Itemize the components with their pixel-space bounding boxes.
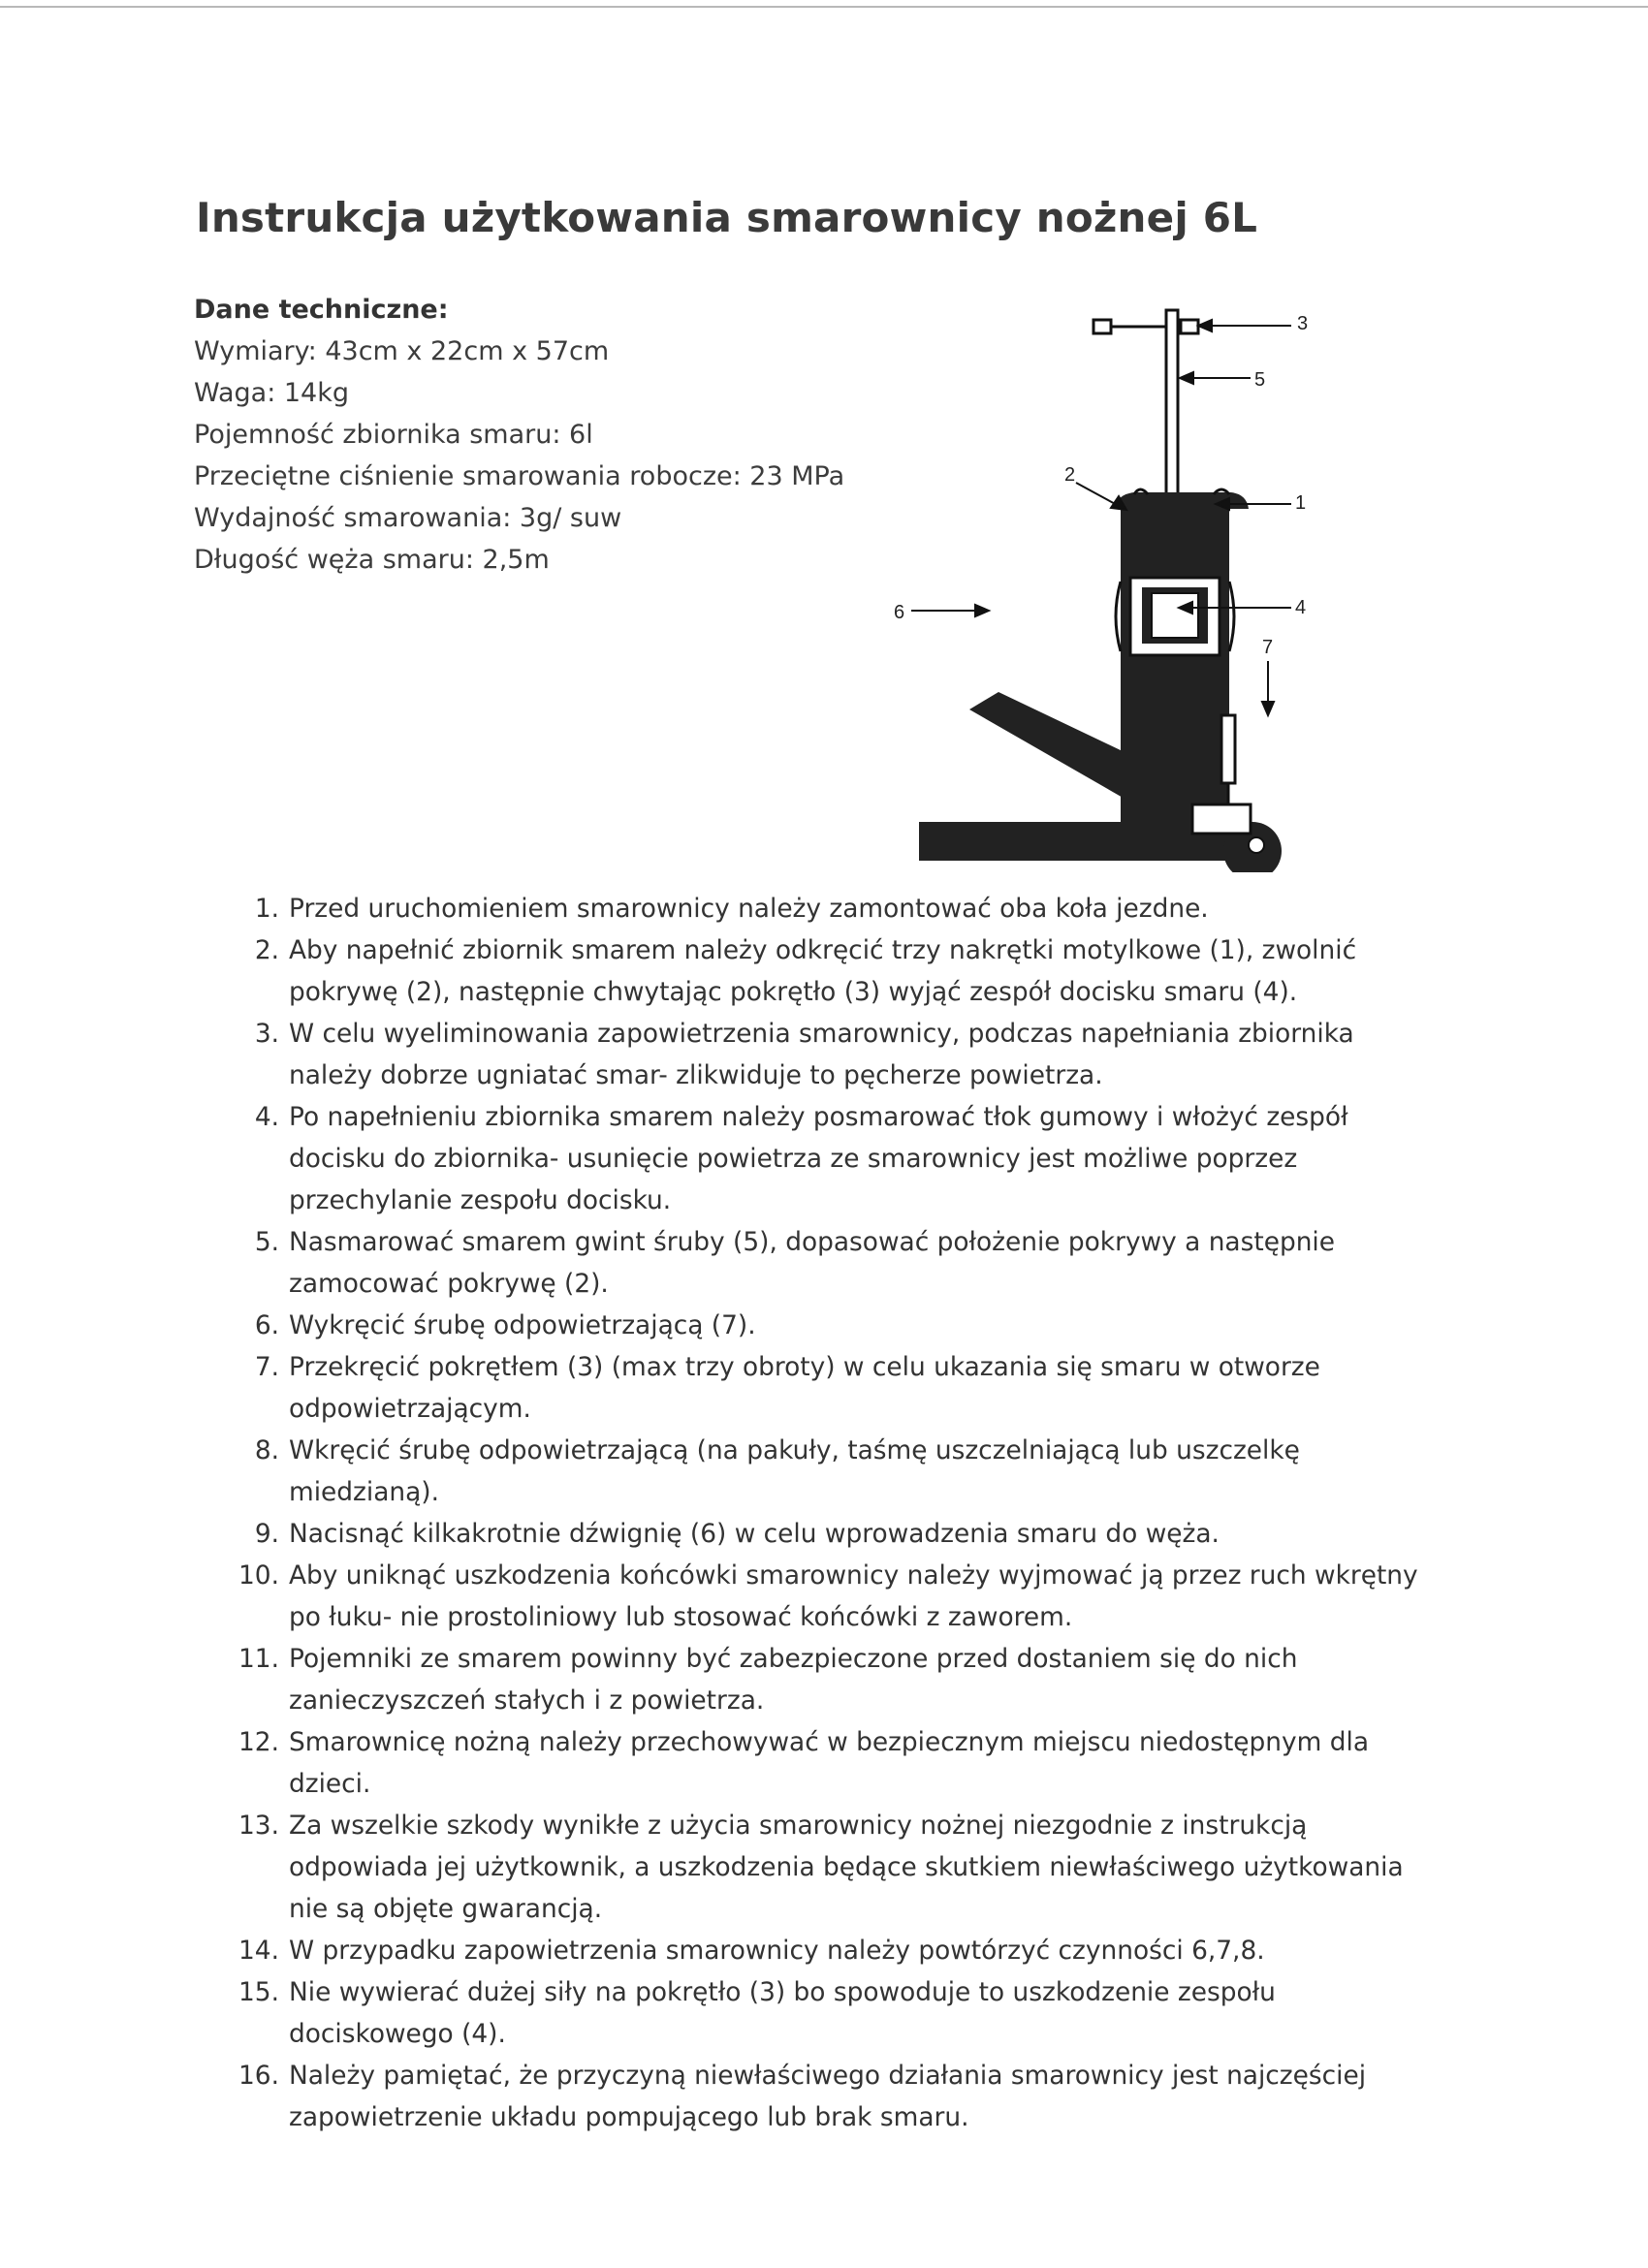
list-item	[233, 1930, 1435, 1971]
item-text: Pojemniki ze smarem powinny być zabezpieczone przed dostaniem się do nich zanieczyszczeń stałych i z powietrza.	[289, 1644, 1298, 1716]
item-number: 12.	[238, 1727, 279, 1757]
item-text: W celu wyeliminowania zapowietrzenia smarownicy, podczas napełniania zbiornika należy dobrze ugniatać smar- zlikwiduje to pęcherze powietrza.	[289, 1019, 1354, 1090]
item-number: 14.	[238, 1936, 279, 1966]
list-item	[233, 2055, 1435, 2138]
item-text: Aby napełnić zbiornik smarem należy odkręcić trzy nakrętki motylkowe (1), zwolnić pokrywę (2), następnie chwytając pokrętło (3) wyjąć zespół docisku smaru (4).	[289, 935, 1357, 1007]
tank-body	[1116, 509, 1234, 838]
list-item	[233, 1430, 1435, 1513]
item-number: 16.	[238, 2061, 279, 2091]
grease-gun-diagram	[872, 291, 1396, 872]
technical-data	[194, 289, 853, 581]
spec-output: Wydajność smarowania: 3g/ suw	[194, 503, 622, 533]
list-item	[233, 1971, 1435, 2055]
item-number: 15.	[238, 1977, 279, 2007]
spec-pressure: Przeciętne ciśnienie smarowania robocze: 23 MPa	[194, 461, 845, 491]
item-text: Przed uruchomieniem smarownicy należy zamontować oba koła jezdne.	[289, 894, 1209, 924]
item-text: Nie wywierać dużej siły na pokrętło (3) bo spowoduje to uszkodzenie zespołu dociskowego (4).	[289, 1977, 1276, 2049]
item-number: 1.	[254, 894, 279, 924]
item-number: 3.	[254, 1019, 279, 1049]
list-item	[233, 1221, 1435, 1305]
spec-hose-length: Długość węża smaru: 2,5m	[194, 545, 550, 575]
item-text: Za wszelkie szkody wynikłe z użycia smarownicy nożnej niezgodnie z instrukcją odpowiada jej użytkownik, a uszkodzenia będące skutkiem niewłaściwego użytkowania nie są objęte gwarancją.	[289, 1811, 1404, 1924]
grease-gun-drawing	[872, 291, 1396, 872]
item-number: 2.	[254, 935, 279, 965]
item-number: 8.	[254, 1435, 279, 1465]
item-text: Wykręcić śrubę odpowietrzającą (7).	[289, 1310, 756, 1340]
scan-edge-line	[0, 6, 1648, 8]
list-item	[233, 1346, 1435, 1430]
list-item	[233, 1555, 1435, 1638]
item-text: Smarownicę nożną należy przechowywać w bezpiecznym miejscu niedostępnym dla dzieci.	[289, 1727, 1369, 1799]
item-text: Należy pamiętać, że przyczyną niewłaściwego działania smarownicy jest najczęściej zapowietrzenie układu pompującego lub brak smaru.	[289, 2061, 1367, 2132]
item-number: 9.	[254, 1519, 279, 1549]
callout-6: 6	[894, 602, 905, 623]
item-text: Aby uniknąć uszkodzenia końcówki smarownicy należy wyjmować ją przez ruch wkrętny po łuku- nie prostoliniowy lub stosować końcówki z zaworem.	[289, 1560, 1418, 1632]
page-title: Instrukcja użytkowania smarownicy nożnej 6L	[196, 194, 1258, 241]
list-item	[233, 1013, 1435, 1096]
item-number: 4.	[254, 1102, 279, 1132]
list-item	[233, 888, 1435, 929]
list-item	[233, 1638, 1435, 1721]
item-text: W przypadku zapowietrzenia smarownicy należy powtórzyć czynności 6,7,8.	[289, 1936, 1265, 1966]
callout-labels	[894, 313, 1308, 658]
item-number: 5.	[254, 1227, 279, 1257]
spec-capacity: Pojemność zbiornika smaru: 6l	[194, 420, 593, 450]
item-text: Nacisnąć kilkakrotnie dźwignię (6) w celu wprowadzenia smaru do węża.	[289, 1519, 1220, 1549]
callout-3: 3	[1297, 313, 1309, 334]
item-number: 13.	[238, 1811, 279, 1841]
spec-weight: Waga: 14kg	[194, 378, 350, 408]
callout-4: 4	[1295, 597, 1307, 618]
callout-1: 1	[1295, 492, 1307, 514]
item-text: Nasmarować smarem gwint śruby (5), dopasować położenie pokrywy a następnie zamocować pokrywę (2).	[289, 1227, 1335, 1299]
callout-arrows	[911, 320, 1291, 715]
callout-2: 2	[1064, 464, 1076, 486]
callout-5: 5	[1254, 369, 1266, 391]
item-text: Wkręcić śrubę odpowietrzającą (na pakuły, taśmę uszczelniającą lub uszczelkę miedzianą).	[289, 1435, 1300, 1507]
spec-dimensions: Wymiary: 43cm x 22cm x 57cm	[194, 336, 610, 366]
item-number: 7.	[254, 1352, 279, 1382]
technical-data-heading: Dane techniczne:	[194, 295, 449, 325]
list-item	[233, 1096, 1435, 1221]
handle-knob	[1093, 320, 1198, 333]
list-item	[233, 929, 1435, 1013]
item-number: 11.	[238, 1644, 279, 1674]
item-number: 6.	[254, 1310, 279, 1340]
item-number: 10.	[238, 1560, 279, 1591]
list-item	[233, 1721, 1435, 1805]
list-item	[233, 1305, 1435, 1346]
item-text: Przekręcić pokrętłem (3) (max trzy obroty) w celu ukazania się smaru w otworze odpowietrzającym.	[289, 1352, 1320, 1424]
list-item	[233, 1805, 1435, 1930]
item-text: Po napełnieniu zbiornika smarem należy posmarować tłok gumowy i włożyć zespół docisku do zbiornika- usunięcie powietrza ze smarownicy jest możliwe poprzez przechylanie zespołu docisku.	[289, 1102, 1348, 1215]
instruction-list	[233, 888, 1435, 2138]
list-item	[233, 1513, 1435, 1555]
foot-lever	[969, 692, 1125, 799]
callout-7: 7	[1262, 637, 1274, 658]
